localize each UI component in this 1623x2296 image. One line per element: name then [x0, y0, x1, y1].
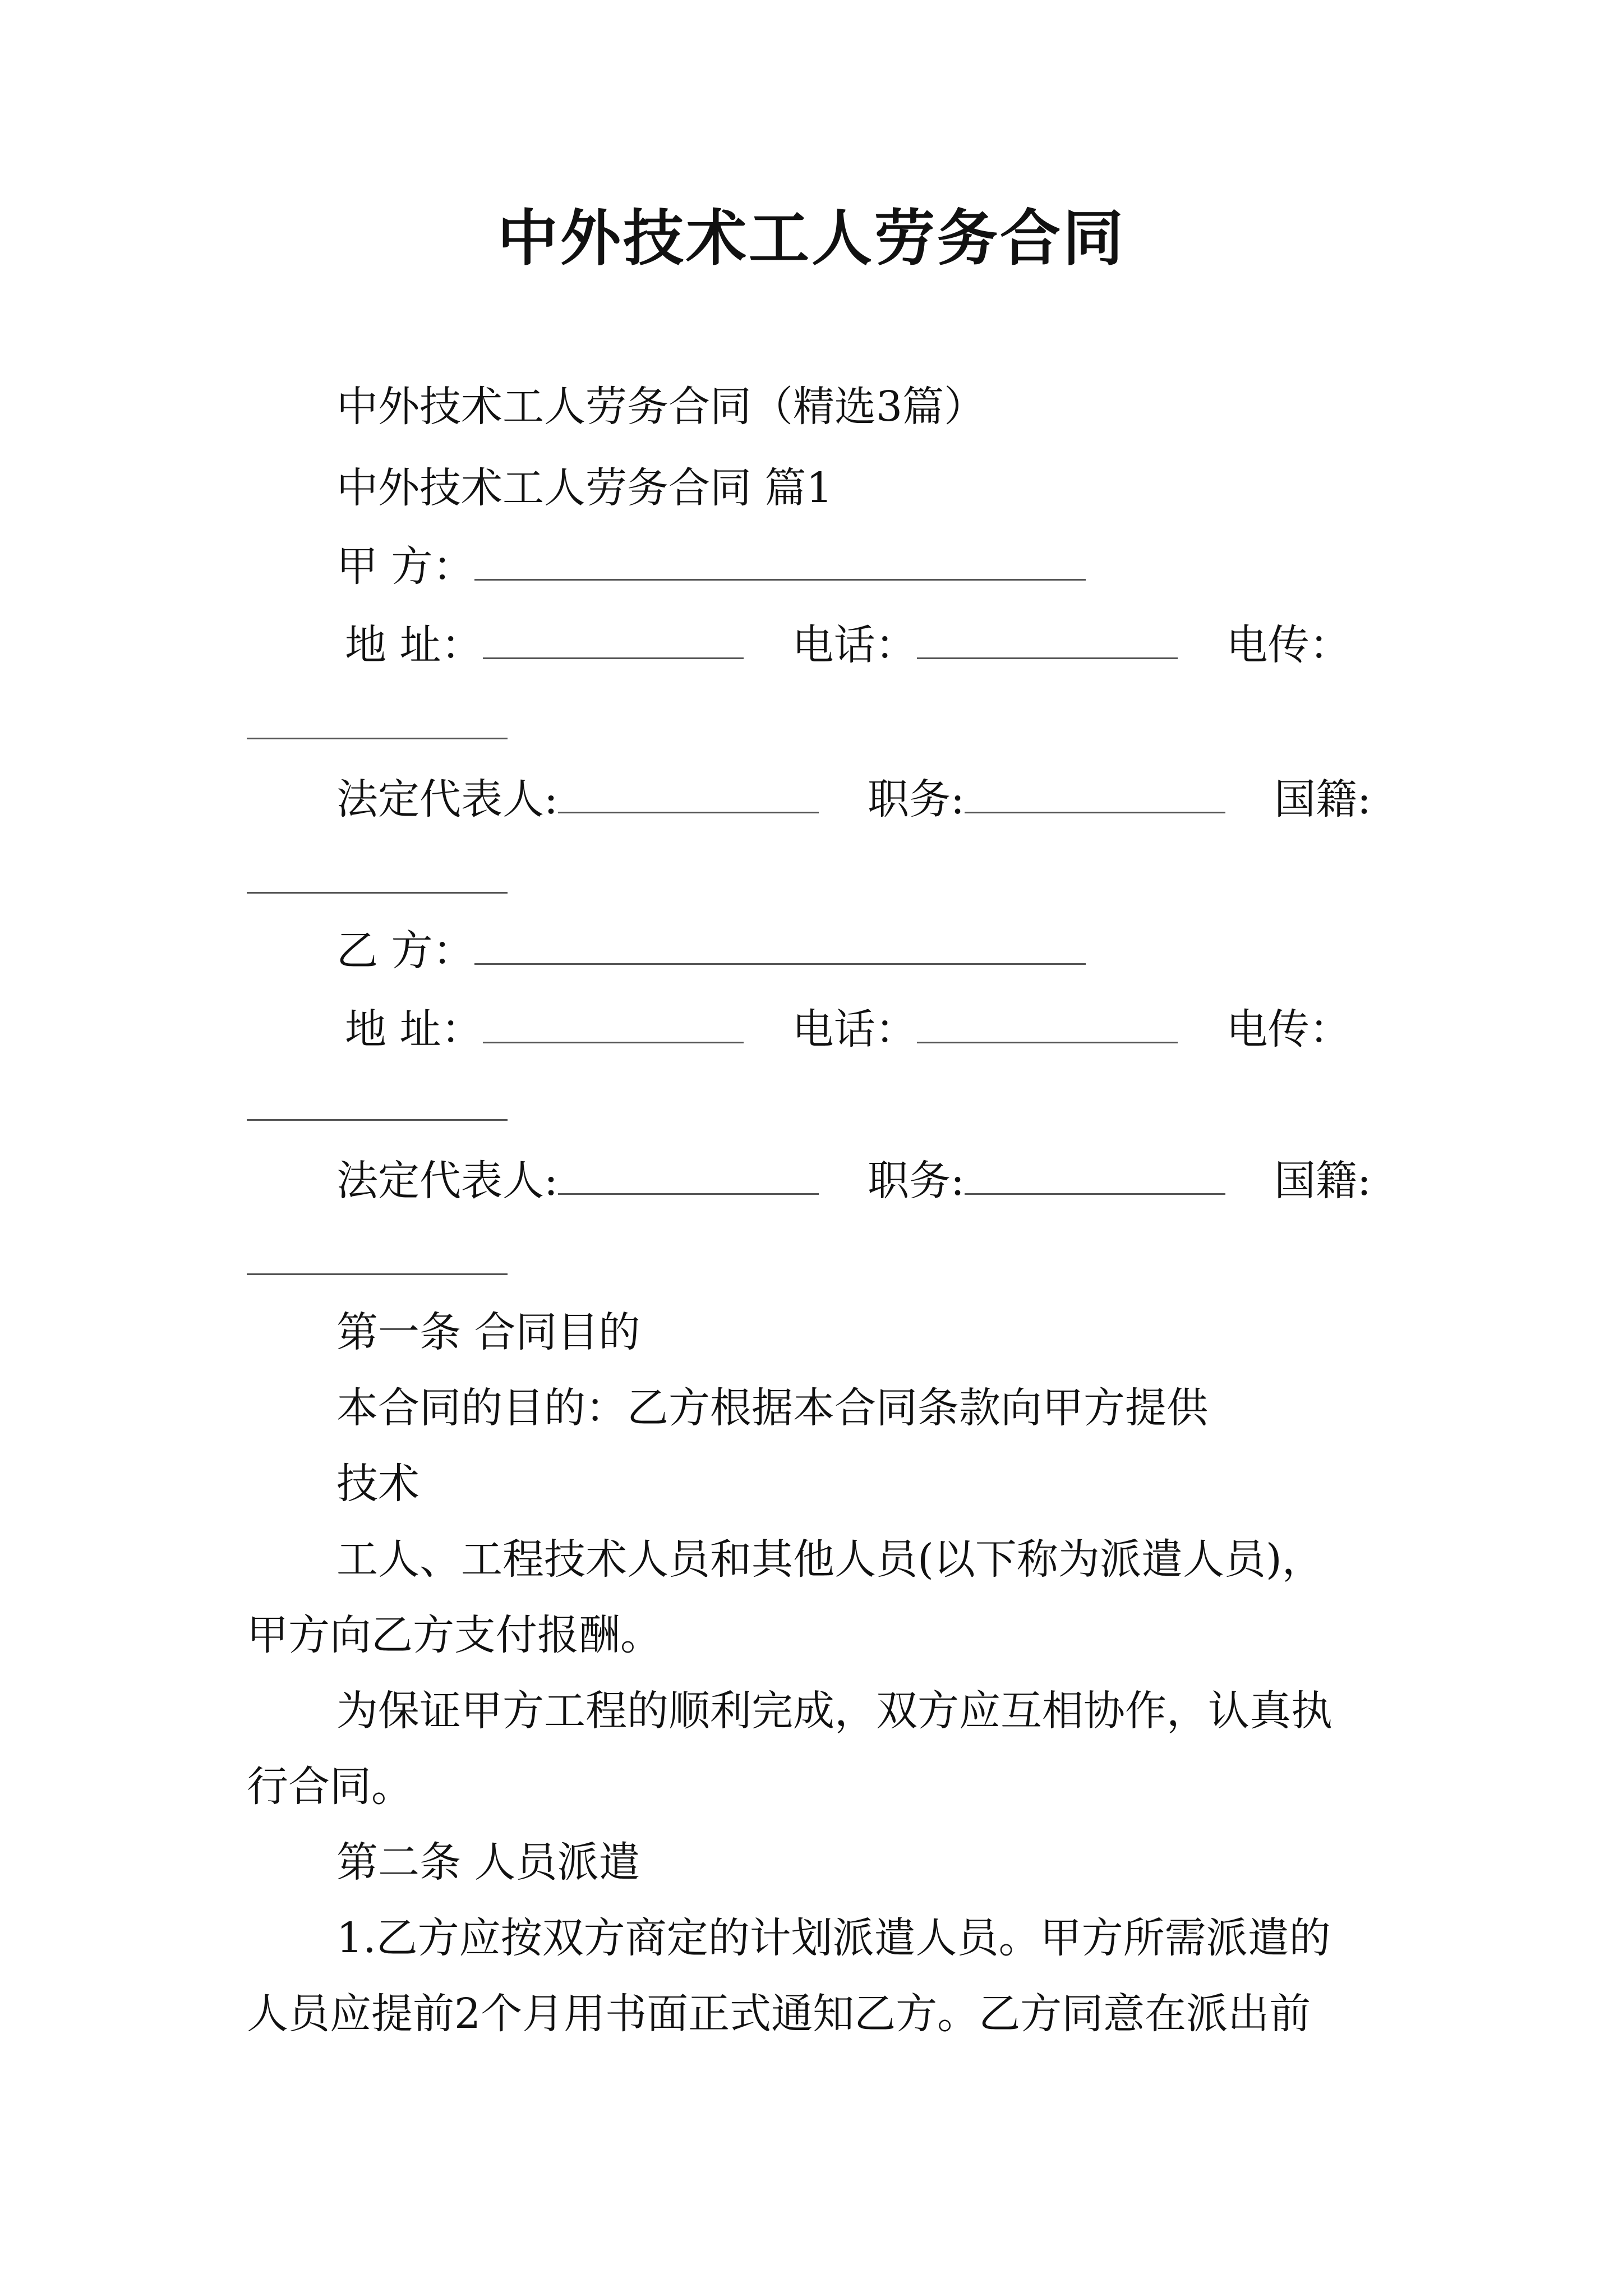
party-a-rep-label: 法定代表人: — [336, 775, 558, 823]
party-a-rep-field[interactable] — [558, 806, 819, 813]
article1-p1-line1: 本合同的目的：乙方根据本合同条款向甲方提供 — [336, 1384, 1208, 1432]
party-b-rep-row — [336, 1153, 1371, 1209]
party-a-address-label: 地 址： — [345, 621, 483, 669]
party-a-nationality-field[interactable] — [247, 892, 508, 894]
party-a-address-field[interactable] — [483, 652, 744, 659]
party-a-position-field[interactable] — [965, 806, 1225, 813]
article1-p1-line2: 技术 — [336, 1460, 419, 1508]
party-a-fax-label: 电传： — [1226, 621, 1351, 669]
article2-p1-line2: 人员应提前2个月用书面正式通知乙方。乙方同意在派出前 — [247, 1990, 1311, 2038]
party-a-fax-field[interactable] — [247, 738, 508, 739]
party-b-nationality-label: 国籍: — [1274, 1157, 1371, 1205]
party-b-phone-field[interactable] — [917, 1036, 1178, 1043]
section-heading: 中外技术工人劳务合同 篇1 — [336, 464, 833, 512]
party-b-rep-field[interactable] — [558, 1188, 819, 1195]
party-b-position-label: 职务: — [868, 1157, 965, 1205]
article2-heading: 第二条 人员派遣 — [336, 1838, 640, 1887]
party-b-address-field[interactable] — [483, 1036, 744, 1043]
article1-p2-line1: 工人、工程技术人员和其他人员(以下称为派遣人员)， — [336, 1535, 1324, 1584]
party-a-label: 甲 方： — [336, 542, 474, 591]
party-b-phone-label: 电话： — [792, 1005, 917, 1053]
party-b-fax-label: 电传： — [1226, 1005, 1351, 1053]
article1-p3-line2: 行合同。 — [247, 1763, 413, 1811]
party-b-address-label: 地 址： — [345, 1005, 483, 1053]
party-b-rep-label: 法定代表人: — [336, 1157, 558, 1205]
article1-p3-line1: 为保证甲方工程的顺利完成，双方应互相协作，认真执 — [336, 1687, 1332, 1735]
article1-heading: 第一条 合同目的 — [336, 1308, 640, 1356]
party-b-fax-field[interactable] — [247, 1119, 508, 1121]
party-b-nationality-field[interactable] — [247, 1273, 508, 1275]
article1-p2-line2: 甲方向乙方支付报酬。 — [247, 1611, 662, 1659]
party-b-name-field[interactable] — [474, 958, 1086, 965]
party-a-position-label: 职务: — [868, 775, 965, 823]
article2-p1-line1: 1.乙方应按双方商定的计划派遣人员。甲方所需派遣的 — [336, 1914, 1331, 1962]
party-a-name-field[interactable] — [474, 573, 1086, 581]
document-subtitle: 中外技术工人劳务合同（精选3篇） — [336, 383, 986, 431]
party-a-phone-label: 电话： — [792, 621, 917, 669]
party-b-label: 乙 方： — [336, 927, 474, 975]
party-b-contact-row — [345, 1001, 1351, 1057]
party-a-row — [336, 539, 1086, 595]
document-title: 中外技术工人劳务合同 — [497, 203, 1126, 274]
party-b-position-field[interactable] — [965, 1188, 1225, 1195]
party-a-contact-row — [345, 617, 1351, 673]
party-a-rep-row — [336, 771, 1371, 827]
party-a-phone-field[interactable] — [917, 652, 1178, 659]
party-b-row — [336, 923, 1086, 979]
party-a-nationality-label: 国籍: — [1274, 775, 1371, 823]
